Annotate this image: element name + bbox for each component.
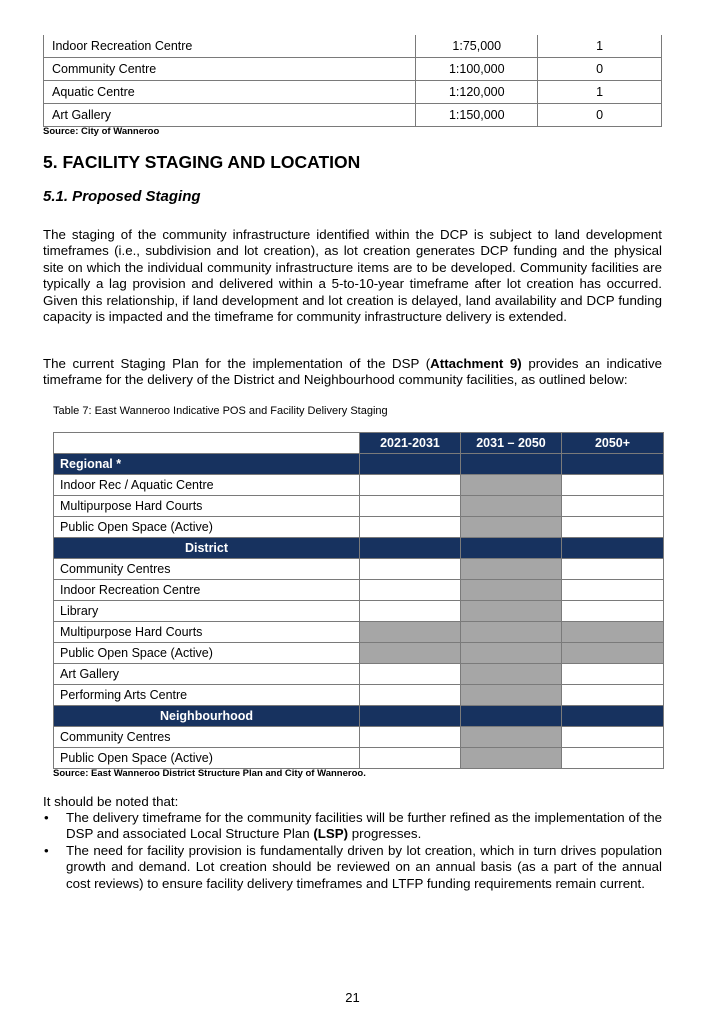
table-source-note: Source: City of Wanneroo [43, 126, 160, 137]
stage-cell [360, 664, 461, 685]
stage-cell [461, 727, 562, 748]
stage-cell [461, 643, 562, 664]
stage-cell [360, 559, 461, 580]
group-row-neighbourhood [54, 706, 664, 727]
table-header-row [54, 433, 664, 454]
stage-cell [461, 517, 562, 538]
group-cell [360, 538, 461, 559]
stage-cell [360, 685, 461, 706]
facility-name: Indoor Recreation Centre [44, 35, 416, 58]
facility-name: Art Gallery [54, 664, 360, 685]
group-cell [360, 706, 461, 727]
stage-cell [562, 496, 664, 517]
stage-cell [562, 748, 664, 769]
facility-name: Public Open Space (Active) [54, 643, 360, 664]
facility-name: Community Centres [54, 727, 360, 748]
table-row [44, 81, 662, 104]
table-row [54, 664, 664, 685]
stage-cell [562, 517, 664, 538]
group-cell [562, 538, 664, 559]
list-item [43, 843, 662, 892]
facility-ratio: 1:150,000 [416, 104, 538, 127]
stage-cell [461, 748, 562, 769]
stage-cell [360, 496, 461, 517]
bullet-text: The need for facility provision is fundamentally driven by lot creation, which in turn drives population growth and demand. Lot creation should be reviewed on an annual basis (as a part of the annual cost reviews) to ensure facility delivery timeframes and LTFP funding requirements remain current. [66, 842, 662, 891]
facility-count: 0 [538, 104, 662, 127]
stage-cell [461, 580, 562, 601]
group-row-district [54, 538, 664, 559]
lsp-reference: (LSP) [313, 826, 349, 842]
facility-name: Art Gallery [44, 104, 416, 127]
notes-list [43, 810, 662, 892]
stage-cell [461, 664, 562, 685]
notes-intro: It should be noted that: [43, 794, 179, 809]
facility-count: 0 [538, 58, 662, 81]
stage-cell [360, 517, 461, 538]
stage-cell [461, 559, 562, 580]
staging-table [53, 432, 664, 769]
stage-cell [360, 622, 461, 643]
stage-cell [562, 475, 664, 496]
facility-name: Performing Arts Centre [54, 685, 360, 706]
stage-cell [360, 601, 461, 622]
group-cell [562, 706, 664, 727]
stage-cell [562, 559, 664, 580]
facility-name: Indoor Recreation Centre [54, 580, 360, 601]
stage-cell [562, 622, 664, 643]
stage-cell [360, 475, 461, 496]
facility-name: Indoor Rec / Aquatic Centre [54, 475, 360, 496]
group-row-regional [54, 454, 664, 475]
table-row [54, 559, 664, 580]
table-row [54, 643, 664, 664]
table-row [54, 601, 664, 622]
stage-cell [562, 664, 664, 685]
table-source-note: Source: East Wanneroo District Structure Plan and City of Wanneroo. [53, 768, 366, 779]
stage-cell [360, 748, 461, 769]
stage-cell [461, 496, 562, 517]
table-row [54, 580, 664, 601]
facility-count: 1 [538, 81, 662, 104]
group-cell [360, 454, 461, 475]
table-row [54, 727, 664, 748]
table-row [54, 475, 664, 496]
subsection-heading: 5.1. Proposed Staging [43, 188, 201, 205]
table-row [54, 685, 664, 706]
stage-cell [360, 727, 461, 748]
stage-cell [360, 643, 461, 664]
facility-name: Public Open Space (Active) [54, 517, 360, 538]
group-title: District [54, 538, 360, 559]
table-row [54, 517, 664, 538]
table-row [44, 35, 662, 58]
facility-name: Multipurpose Hard Courts [54, 622, 360, 643]
facility-ratio: 1:100,000 [416, 58, 538, 81]
section-heading: 5. FACILITY STAGING AND LOCATION [43, 152, 361, 172]
table-row [54, 748, 664, 769]
attachment-reference: Attachment 9) [430, 356, 522, 371]
stage-cell [461, 622, 562, 643]
para-text: provides an indicative timeframe for the delivery of the District and Neighbourhood community facilities, as outlined below: [43, 356, 662, 388]
table-row [54, 622, 664, 643]
column-header: 2031 – 2050 [461, 433, 562, 454]
group-cell [562, 454, 664, 475]
bullet-text: The delivery timeframe for the community facilities will be further refined as the implementation of the DSP and associated Local Structure Plan [66, 810, 662, 842]
page-number: 21 [345, 990, 360, 1005]
stage-cell [461, 475, 562, 496]
column-header: 2050+ [562, 433, 664, 454]
facility-name: Community Centres [54, 559, 360, 580]
facility-ratio: 1:75,000 [416, 35, 538, 58]
group-cell [461, 454, 562, 475]
facility-ratio: 1:120,000 [416, 81, 538, 104]
group-title: Neighbourhood [54, 706, 360, 727]
group-cell [461, 538, 562, 559]
bullet-text: progresses. [348, 826, 422, 842]
table-row [44, 104, 662, 127]
stage-cell [562, 727, 664, 748]
table-caption: Table 7: East Wanneroo Indicative POS and Facility Delivery Staging [53, 405, 388, 417]
stage-cell [461, 685, 562, 706]
stage-cell [360, 580, 461, 601]
table-row [54, 496, 664, 517]
bullet-icon: • [44, 842, 49, 858]
facility-count: 1 [538, 35, 662, 58]
staging-paragraph: The staging of the community infrastructure identified within the DCP is subject to land development timeframes (i.e., subdivision and lot creation), as lot creation generates DCP funding and the physical site on which the individual community infrastructure items are to be developed. Community facilities are typically a lag provision and delivered within a 5-to-10-year timeframe after lot creation has occurred. Given this relationship, if land development and lot creation is delayed, land availability and DCP funding capacity is impacted and the timeframe for community infrastructure delivery is extended. [43, 227, 662, 325]
staging-plan-paragraph [43, 356, 662, 389]
facility-name: Aquatic Centre [44, 81, 416, 104]
stage-cell [562, 643, 664, 664]
stage-cell [562, 601, 664, 622]
stage-cell [562, 685, 664, 706]
stage-cell [562, 580, 664, 601]
stage-cell [461, 601, 562, 622]
group-title: Regional * [54, 454, 360, 475]
para-text: The current Staging Plan for the implementation of the DSP ( [43, 356, 431, 371]
column-header: 2021-2031 [360, 433, 461, 454]
facility-ratio-table [43, 35, 662, 127]
list-item [43, 810, 662, 843]
facility-name: Library [54, 601, 360, 622]
facility-name: Multipurpose Hard Courts [54, 496, 360, 517]
table-row [44, 58, 662, 81]
bullet-icon: • [44, 810, 49, 825]
header-blank [54, 433, 360, 454]
facility-name: Public Open Space (Active) [54, 748, 360, 769]
facility-name: Community Centre [44, 58, 416, 81]
group-cell [461, 706, 562, 727]
